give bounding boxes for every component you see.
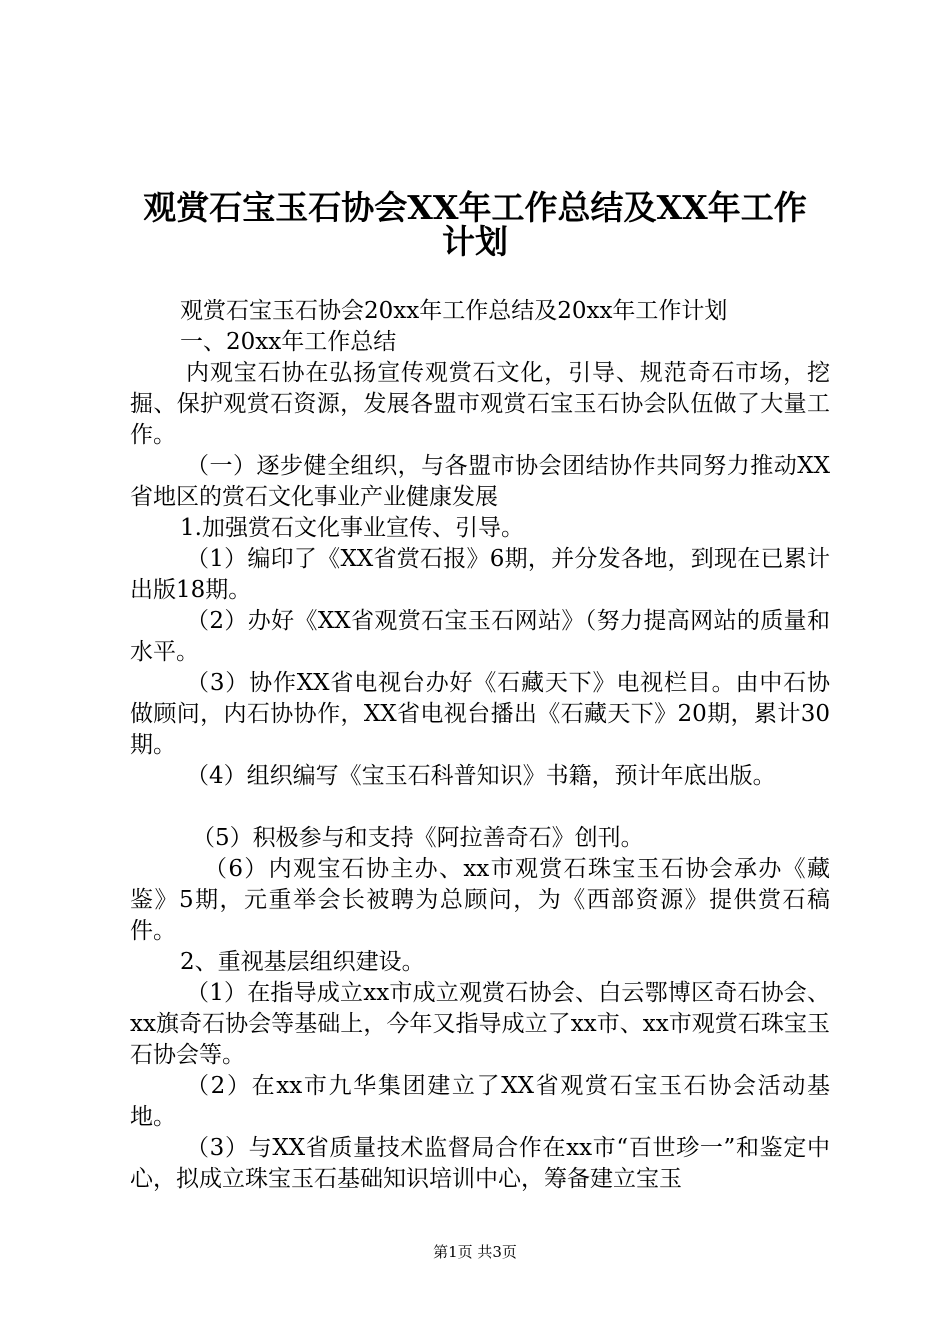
list-item: （3）与XX省质量技术监督局合作在xx市“百世珍一”和鉴定中心，拟成立珠宝玉石基础知识培训中心，筹备建立宝玉 — [130, 1135, 830, 1192]
list-item: （5）积极参与和支持《阿拉善奇石》创刊。 — [192, 825, 644, 851]
list-item: （6）内观宝石协主办、xx市观赏石珠宝玉石协会承办《藏鉴》5期，元重举会长被聘为总顾问，为《西部资源》提供赏石稿件。 — [130, 856, 830, 944]
subtitle-paragraph: 观赏石宝玉石协会20xx年工作总结及20xx年工作计划 — [180, 298, 728, 324]
page-number-footer: 第1页 共3页 — [433, 1243, 517, 1261]
section-heading: 一、20xx年工作总结 — [180, 329, 397, 355]
subsection-heading: （一）逐步健全组织，与各盟市协会团结协作共同努力推动XX省地区的赏石文化事业产业健康发展 — [130, 453, 830, 510]
list-item: （2）办好《XX省观赏石宝玉石网站》（努力提高网站的质量和水平。 — [130, 608, 830, 665]
paragraph-gap — [130, 792, 830, 823]
list-item: （3）协作XX省电视台办好《石藏天下》电视栏目。由中石协做顾问，内石协协作，XX省电视台播出《石藏天下》20期，累计30期。 — [130, 670, 830, 758]
list-heading: 1.加强赏石文化事业宣传、引导。 — [180, 515, 524, 541]
list-item: （1）在指导成立xx市成立观赏石协会、白云鄂博区奇石协会、xx旗奇石协会等基础上，今年又指导成立了xx市、xx市观赏石珠宝玉石协会等。 — [130, 980, 830, 1068]
document-title-line-1: 观赏石宝玉石协会XX年工作总结及XX年工作 — [143, 188, 807, 227]
document-title-line-2: 计划 — [442, 222, 508, 261]
list-heading: 2、重视基层组织建设。 — [180, 949, 425, 975]
list-item: （4）组织编写《宝玉石科普知识》书籍，预计年底出版。 — [186, 763, 776, 789]
body-paragraph: 内观宝石协在弘扬宣传观赏石文化，引导、规范奇石市场，挖掘、保护观赏石资源，发展各盟市观赏石宝玉石协会队伍做了大量工作。 — [130, 360, 830, 448]
document-body — [130, 296, 830, 1195]
list-item: （2）在xx市九华集团建立了XX省观赏石宝玉石协会活动基地。 — [130, 1073, 830, 1130]
list-item: （1）编印了《XX省赏石报》6期，并分发各地，到现在已累计出版18期。 — [130, 546, 830, 603]
